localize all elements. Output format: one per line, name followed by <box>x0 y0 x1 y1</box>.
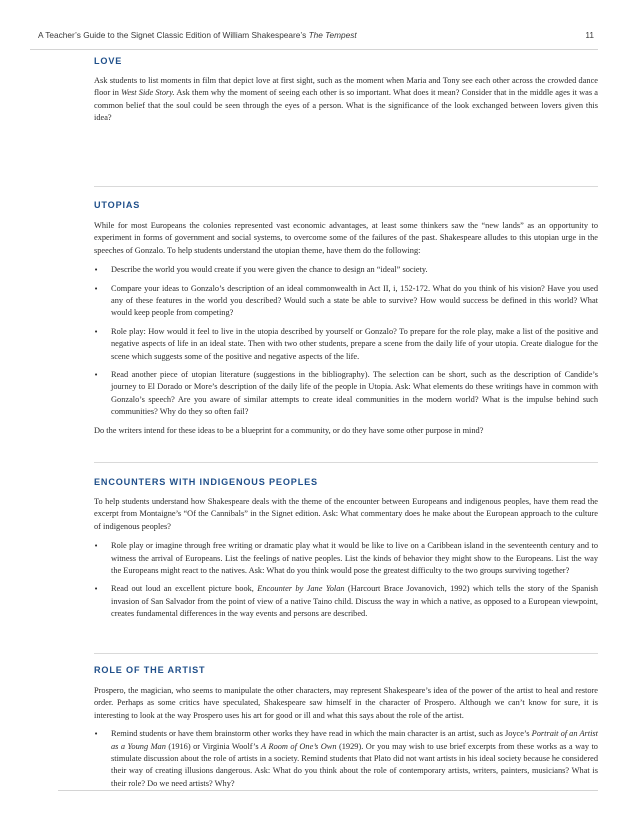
artist-intro: Prospero, the magician, who seems to manipulate the other characters, may represent Shakespeare’s idea of the power of the artist to heal and restore order. Perhaps as some critics have speculated, Shakespeare saw himself in the character of Prospero. Although we can’t know for sure, it is interesting to look at the way Prospero uses his art for good or ill and what this says about the role of the artist. <box>94 686 598 720</box>
section-divider <box>94 462 598 463</box>
heading-utopias: UTOPIAS <box>94 200 141 210</box>
utopias-closing: Do the writers intend for these ideas to be a blueprint for a community, or do they have some other purpose in mind? <box>94 425 484 435</box>
bullet-icon: • <box>94 371 99 380</box>
bullet-icon: • <box>94 327 99 336</box>
list-item: • Remind students or have them brainstorm other works they have read in which the main character is an artist, such as Joyce’s Portrait of an Artist as a Young Man (1916) or Virginia Woolf’s A Room of One’s Own (1929). Or you may wish to use brief excerpts from these works as a way to stimulate discussion about the role of artists in a society. Remind students that Plato did not want artists in his ideal society because he considered their way of creating illusions dangerous. Ask: What do you think about the role of contemporary artists, writers, painters, musicians? What is their role? Do we need artists? Why? <box>94 729 598 788</box>
section-utopias <box>94 200 598 437</box>
section-encounters <box>94 477 598 627</box>
list-item: • Read out loud an excellent picture book, Encounter by Jane Yolan (Harcourt Brace Jovanovich, 1992) which tells the story of the Spanish invasion of San Salvador from the point of view of a native Taino child. Discuss the way in which a native, as opposed to a European viewpoint, creates fundamental differences in the way events and persons are described. <box>94 584 598 619</box>
heading-role-of-artist: ROLE OF THE ARTIST <box>94 665 206 675</box>
heading-encounters: ENCOUNTERS WITH INDIGENOUS PEOPLES <box>94 477 318 487</box>
bullet-icon: • <box>94 284 99 293</box>
bullet-icon: • <box>94 730 99 739</box>
list-item: • Describe the world you would create if you were given the chance to design an “ideal” society. <box>94 264 598 276</box>
book-title: Encounter by Jane Yolan <box>257 584 345 594</box>
bullet-icon: • <box>94 266 99 275</box>
love-paragraph: Ask students to list moments in film that depict love at first sight, such as the moment when Maria and Tony see each other across the crowded dance floor in West Side Story. Ask them why the moment of seeing each other is so important. What does it mean? Consider that in the middle ages it was a common belief that the soul could be seen through the eyes of a person. What is the significance of the look exchanged between lovers given this idea? <box>94 76 598 123</box>
list-item: • Role play: How would it feel to live in the utopia described by yourself or Gonzalo? To prepare for the role play, make a list of the positive and negative aspects of life in an ideal state. Then with two other students, prepare a scene from the daily life of your utopia. Create dialogue for the scene which suggests some of the positive and negative aspects of the life. <box>94 326 598 361</box>
section-divider <box>94 186 598 187</box>
heading-love: LOVE <box>94 56 123 66</box>
list-item: • Role play or imagine through free writing or dramatic play what it would be like to live on a Caribbean island in the seventeenth century and to witness the arrival of Europeans. List the feelings of native peoples. List the kinds of behavior they might show to the Europeans. List the way the Europeans might react to the natives. Ask: What do you think would pose the greatest difficulty to the two groups surviving together? <box>94 541 598 576</box>
running-header-italic-title: The Tempest <box>308 30 357 40</box>
section-divider <box>94 653 598 654</box>
encounters-list <box>94 540 598 620</box>
list-item: • Read another piece of utopian literature (suggestions in the bibliography). The selection can be short, such as the description of Candide’s journey to El Dorado or More’s description of the daily life of the people in Utopia. Ask: What elements do these writings have in common with Gonzalo’s speech? Are you aware of similar attempts to create ideal communities in the modern world? What is the impulse behind such communities? Why do they so often fail? <box>94 370 598 417</box>
page-number: 11 <box>585 30 594 40</box>
bullet-icon: • <box>94 542 99 551</box>
running-header <box>38 30 594 42</box>
section-role-of-artist <box>94 665 598 790</box>
bullet-icon: • <box>94 585 99 594</box>
artist-list <box>94 728 598 790</box>
utopias-list <box>94 264 598 418</box>
book-title: A Room of One’s Own <box>261 741 337 751</box>
book-title: Portrait of an Artist as a Young Man <box>111 729 598 751</box>
header-rule <box>30 49 598 50</box>
encounters-intro: To help students understand how Shakespeare deals with the theme of the encounter between Europeans and indigenous peoples, have them read the excerpt from Montaigne’s “Of the Cannibals” in the Signet edition. Ask: What commentary does he make about the European approach to the culture of indigenous peoples? <box>94 497 598 531</box>
love-film-title: West Side Story. <box>121 88 175 98</box>
running-header-title: A Teacher’s Guide to the Signet Classic Edition of William Shakespeare’s The Tempest <box>38 30 357 40</box>
section-love <box>94 56 598 125</box>
footer-rule <box>58 790 598 791</box>
list-item: • Compare your ideas to Gonzalo’s description of an ideal commonwealth in Act II, i, 152-172. What do you think of his vision? Have you used any of these features in the world you described? Would such a state be able to survive? How would success be defined in this world? What would keep people from competing? <box>94 283 598 318</box>
utopias-intro: While for most Europeans the colonies represented vast economic advantages, at least some thinkers saw the “new lands” as an opportunity to experiment in forms of government and social systems, to overcome some of the failures of the past. Shakespeare alludes to this utopian urge in the speeches of Gonzalo. To help students understand the utopian theme, have them do the following: <box>94 221 598 255</box>
